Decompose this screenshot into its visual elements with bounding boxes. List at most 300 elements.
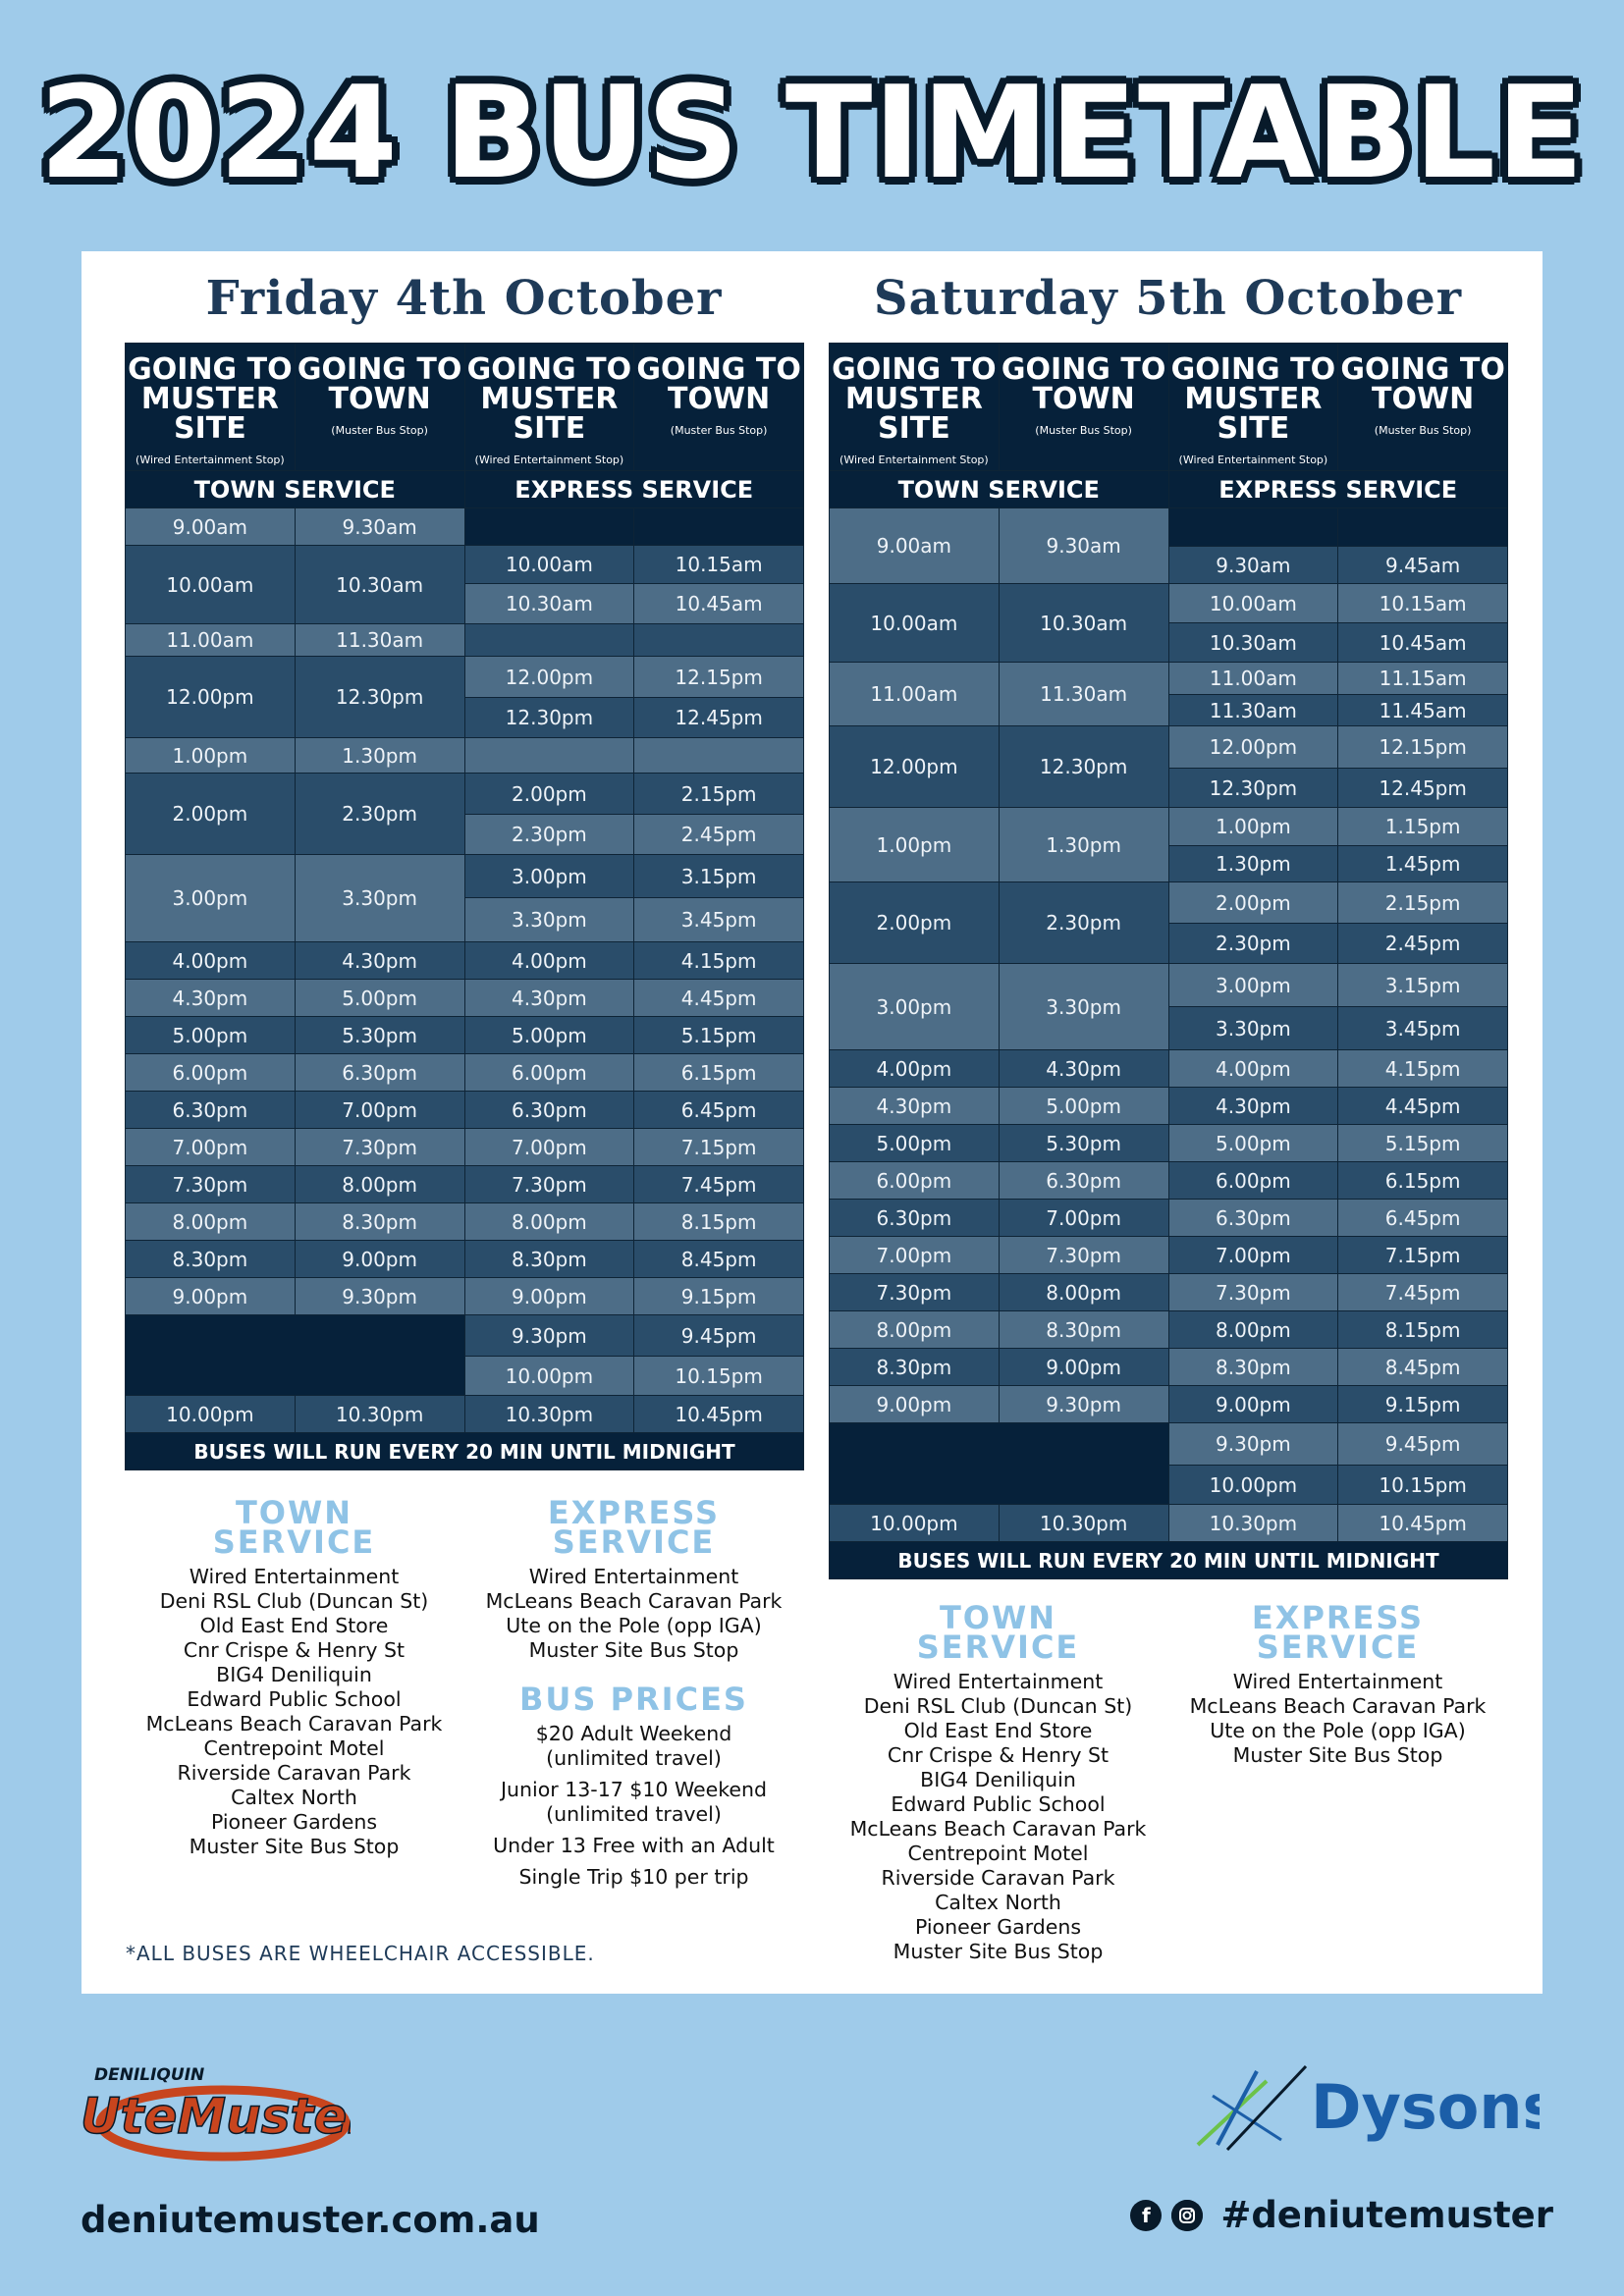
header-going-to-town bbox=[295, 344, 464, 471]
table-row bbox=[126, 508, 804, 546]
list-item: Wired Entertainment bbox=[893, 1670, 1104, 1693]
express-time-to-town: 9.45pm bbox=[634, 1315, 804, 1357]
town-service-label: TOWN SERVICE bbox=[830, 471, 1169, 508]
time-to-muster-site: 4.30pm bbox=[830, 1088, 1000, 1125]
saturday-timetable bbox=[829, 343, 1508, 1579]
no-service-block bbox=[830, 1423, 1169, 1505]
footer-frequency-note: BUSES WILL RUN EVERY 20 MIN UNTIL MIDNIGHT bbox=[830, 1542, 1508, 1579]
express-time-to-muster-site: 3.30pm bbox=[1168, 1007, 1338, 1050]
time-to-town: 9.30pm bbox=[999, 1386, 1168, 1423]
time-to-muster-site: 9.00am bbox=[830, 508, 1000, 584]
header-going-to-town bbox=[1338, 344, 1508, 471]
time-to-town: 4.30pm bbox=[295, 942, 464, 980]
express-time-to-town bbox=[634, 738, 804, 774]
list-item: McLeans Beach Caravan Park bbox=[1189, 1694, 1487, 1718]
social-row bbox=[1130, 2194, 1553, 2236]
list-item: BIG4 Deniliquin bbox=[920, 1768, 1076, 1791]
express-time-to-muster-site: 4.30pm bbox=[464, 980, 634, 1017]
express-time-to-muster-site: 1.30pm bbox=[1168, 846, 1338, 882]
header-label: GOING TO MUSTER SITE bbox=[128, 352, 293, 446]
list-item: Muster Site Bus Stop bbox=[189, 1835, 400, 1858]
ute-muster-logo bbox=[81, 2055, 351, 2167]
header-going-to-muster-site bbox=[126, 344, 296, 471]
express-time-to-muster-site: 7.00pm bbox=[1168, 1237, 1338, 1274]
express-time-to-town: 1.15pm bbox=[1338, 808, 1508, 846]
express-time-to-muster-site: 2.00pm bbox=[1168, 882, 1338, 924]
time-to-muster-site: 3.00pm bbox=[126, 855, 296, 942]
express-time-to-muster-site: 7.30pm bbox=[464, 1166, 634, 1203]
list-item: Edward Public School bbox=[187, 1687, 402, 1711]
footer-frequency-note: BUSES WILL RUN EVERY 20 MIN UNTIL MIDNIGHT bbox=[126, 1433, 804, 1470]
time-to-muster-site: 8.00pm bbox=[830, 1311, 1000, 1349]
time-to-muster-site: 4.30pm bbox=[126, 980, 296, 1017]
list-item: Riverside Caravan Park bbox=[177, 1761, 411, 1785]
table-row bbox=[830, 882, 1508, 924]
table-row bbox=[126, 1241, 804, 1278]
bus-prices-heading: BUS PRICES bbox=[519, 1681, 748, 1718]
table-row bbox=[126, 657, 804, 698]
header-going-to-muster-site bbox=[830, 344, 1000, 471]
express-time-to-muster-site bbox=[464, 738, 634, 774]
table-row bbox=[126, 855, 804, 898]
table-row bbox=[126, 1203, 804, 1241]
time-to-muster-site: 12.00pm bbox=[830, 726, 1000, 808]
express-time-to-town: 10.45am bbox=[1338, 623, 1508, 663]
hashtag: #deniutemuster bbox=[1220, 2194, 1553, 2236]
express-time-to-muster-site: 7.30pm bbox=[1168, 1274, 1338, 1311]
express-time-to-muster-site: 6.00pm bbox=[1168, 1162, 1338, 1200]
time-to-muster-site: 9.00pm bbox=[830, 1386, 1000, 1423]
ute-logo-top-text: DENILIQUIN bbox=[94, 2065, 205, 2085]
express-service-label: EXPRESS SERVICE bbox=[464, 471, 804, 508]
table-row bbox=[126, 1017, 804, 1054]
header-label: GOING TO TOWN bbox=[636, 352, 801, 416]
time-to-town: 2.30pm bbox=[999, 882, 1168, 964]
town-service-info-friday bbox=[125, 1494, 463, 1859]
express-time-to-town: 6.15pm bbox=[634, 1054, 804, 1092]
table-row bbox=[830, 1349, 1508, 1386]
time-to-town: 9.00pm bbox=[999, 1349, 1168, 1386]
list-item: Muster Site Bus Stop bbox=[528, 1638, 739, 1662]
table-row bbox=[830, 1274, 1508, 1311]
list-item: Wired Entertainment bbox=[189, 1565, 400, 1588]
table-row bbox=[126, 1315, 804, 1357]
table-row bbox=[126, 1092, 804, 1129]
express-time-to-town: 4.45pm bbox=[634, 980, 804, 1017]
time-to-muster-site: 11.00am bbox=[126, 624, 296, 657]
time-to-muster-site: 10.00am bbox=[830, 584, 1000, 663]
express-time-to-muster-site: 11.00am bbox=[1168, 663, 1338, 695]
express-time-to-town: 8.45pm bbox=[1338, 1349, 1508, 1386]
time-to-muster-site: 9.00am bbox=[126, 508, 296, 546]
express-time-to-muster-site: 5.00pm bbox=[1168, 1125, 1338, 1162]
table-row bbox=[830, 1386, 1508, 1423]
express-time-to-town: 10.15pm bbox=[1338, 1466, 1508, 1505]
express-time-to-town: 9.15pm bbox=[1338, 1386, 1508, 1423]
table-row bbox=[830, 1237, 1508, 1274]
time-to-muster-site: 10.00pm bbox=[126, 1396, 296, 1433]
time-to-muster-site: 4.00pm bbox=[126, 942, 296, 980]
express-service-stops bbox=[1168, 1670, 1507, 1768]
table-row bbox=[126, 624, 804, 657]
header-going-to-muster-site bbox=[464, 344, 634, 471]
time-to-town: 2.30pm bbox=[295, 774, 464, 855]
express-time-to-muster-site bbox=[464, 624, 634, 657]
express-time-to-town: 7.45pm bbox=[1338, 1274, 1508, 1311]
express-time-to-town: 2.45pm bbox=[1338, 924, 1508, 964]
list-item: Under 13 Free with an Adult bbox=[493, 1834, 775, 1857]
express-time-to-town: 6.45pm bbox=[634, 1092, 804, 1129]
list-item: BIG4 Deniliquin bbox=[216, 1663, 372, 1686]
town-service-heading: TOWN SERVICE bbox=[916, 1599, 1080, 1666]
header-going-to-town bbox=[999, 344, 1168, 471]
express-time-to-town: 2.15pm bbox=[634, 774, 804, 815]
table-row bbox=[126, 942, 804, 980]
express-time-to-muster-site: 8.30pm bbox=[1168, 1349, 1338, 1386]
time-to-muster-site: 11.00am bbox=[830, 663, 1000, 726]
list-item: Centrepoint Motel bbox=[907, 1842, 1089, 1865]
table-row bbox=[830, 1200, 1508, 1237]
express-time-to-town: 8.15pm bbox=[634, 1203, 804, 1241]
time-to-town: 8.30pm bbox=[295, 1203, 464, 1241]
table-row bbox=[126, 1278, 804, 1315]
table-row bbox=[126, 1054, 804, 1092]
time-to-town: 10.30am bbox=[999, 584, 1168, 663]
list-item: Wired Entertainment bbox=[1232, 1670, 1443, 1693]
time-to-muster-site: 10.00pm bbox=[830, 1505, 1000, 1542]
express-service-label: EXPRESS SERVICE bbox=[1168, 471, 1508, 508]
list-item: Riverside Caravan Park bbox=[881, 1866, 1115, 1890]
express-time-to-muster-site: 10.30am bbox=[1168, 623, 1338, 663]
express-time-to-muster-site: 8.00pm bbox=[464, 1203, 634, 1241]
express-time-to-town: 5.15pm bbox=[634, 1017, 804, 1054]
table-row bbox=[830, 1088, 1508, 1125]
express-time-to-muster-site: 4.00pm bbox=[1168, 1050, 1338, 1088]
header-stop-label: (Wired Entertainment Stop) bbox=[839, 454, 989, 466]
list-item: Pioneer Gardens bbox=[210, 1810, 378, 1834]
time-to-muster-site: 7.30pm bbox=[126, 1166, 296, 1203]
time-to-town: 10.30pm bbox=[295, 1396, 464, 1433]
header-going-to-muster-site bbox=[1168, 344, 1338, 471]
express-time-to-muster-site: 6.00pm bbox=[464, 1054, 634, 1092]
table-row bbox=[830, 584, 1508, 623]
express-time-to-muster-site: 4.30pm bbox=[1168, 1088, 1338, 1125]
express-time-to-muster-site: 10.00pm bbox=[1168, 1466, 1338, 1505]
time-to-muster-site: 6.00pm bbox=[126, 1054, 296, 1092]
express-time-to-muster-site: 7.00pm bbox=[464, 1129, 634, 1166]
list-item: Caltex North bbox=[231, 1786, 357, 1809]
time-to-muster-site: 4.00pm bbox=[830, 1050, 1000, 1088]
express-time-to-town: 12.15pm bbox=[634, 657, 804, 698]
time-to-town: 7.30pm bbox=[295, 1129, 464, 1166]
express-time-to-town: 6.45pm bbox=[1338, 1200, 1508, 1237]
express-time-to-town: 10.45am bbox=[634, 584, 804, 624]
table-row bbox=[830, 508, 1508, 547]
list-item: Centrepoint Motel bbox=[203, 1736, 385, 1760]
express-time-to-town bbox=[634, 508, 804, 546]
time-to-town: 8.00pm bbox=[999, 1274, 1168, 1311]
time-to-town: 12.30pm bbox=[295, 657, 464, 738]
table-row bbox=[126, 774, 804, 815]
header-label: GOING TO MUSTER SITE bbox=[1170, 352, 1336, 446]
website-link[interactable]: deniutemuster.com.au bbox=[81, 2199, 540, 2241]
express-time-to-town: 10.15am bbox=[1338, 584, 1508, 623]
express-time-to-muster-site: 10.30pm bbox=[1168, 1505, 1338, 1542]
table-row bbox=[830, 808, 1508, 846]
table-row bbox=[126, 980, 804, 1017]
express-time-to-muster-site: 8.00pm bbox=[1168, 1311, 1338, 1349]
time-to-town: 8.30pm bbox=[999, 1311, 1168, 1349]
time-to-town: 7.00pm bbox=[999, 1200, 1168, 1237]
time-to-muster-site: 8.30pm bbox=[126, 1241, 296, 1278]
express-time-to-muster-site: 12.30pm bbox=[1168, 769, 1338, 808]
time-to-muster-site: 2.00pm bbox=[830, 882, 1000, 964]
table-row bbox=[830, 1311, 1508, 1349]
instagram-icon[interactable] bbox=[1171, 2200, 1203, 2231]
saturday-title: Saturday 5th October bbox=[873, 271, 1463, 326]
list-item: Muster Site Bus Stop bbox=[1232, 1743, 1443, 1767]
express-time-to-muster-site bbox=[464, 508, 634, 546]
ute-logo-main-text: UteMuster bbox=[81, 2088, 351, 2145]
express-time-to-town: 7.15pm bbox=[1338, 1237, 1508, 1274]
time-to-town: 1.30pm bbox=[295, 738, 464, 774]
express-time-to-muster-site: 2.30pm bbox=[464, 815, 634, 855]
list-item: Wired Entertainment bbox=[528, 1565, 739, 1588]
express-time-to-muster-site: 12.00pm bbox=[464, 657, 634, 698]
friday-timetable bbox=[125, 343, 804, 1470]
time-to-town: 7.30pm bbox=[999, 1237, 1168, 1274]
express-time-to-muster-site: 10.00am bbox=[464, 546, 634, 584]
time-to-town: 9.00pm bbox=[295, 1241, 464, 1278]
express-time-to-town: 4.15pm bbox=[1338, 1050, 1508, 1088]
list-item: Junior 13-17 $10 Weekend (unlimited travel) bbox=[501, 1778, 767, 1826]
express-time-to-town: 3.45pm bbox=[1338, 1007, 1508, 1050]
express-time-to-town: 2.15pm bbox=[1338, 882, 1508, 924]
header-stop-label: (Muster Bus Stop) bbox=[670, 424, 768, 437]
page-title: 2024 BUS TIMETABLE bbox=[39, 58, 1585, 207]
time-to-town: 5.30pm bbox=[999, 1125, 1168, 1162]
time-to-town: 9.30pm bbox=[295, 1278, 464, 1315]
express-time-to-muster-site: 11.30am bbox=[1168, 695, 1338, 726]
header-stop-label: (Wired Entertainment Stop) bbox=[135, 454, 285, 466]
table-row bbox=[830, 1423, 1508, 1466]
table-row bbox=[126, 738, 804, 774]
express-service-heading: EXPRESS SERVICE bbox=[547, 1494, 721, 1561]
list-item: $20 Adult Weekend (unlimited travel) bbox=[535, 1722, 732, 1770]
express-time-to-muster-site: 8.30pm bbox=[464, 1241, 634, 1278]
time-to-town: 9.30am bbox=[999, 508, 1168, 584]
express-time-to-town: 10.15am bbox=[634, 546, 804, 584]
time-to-muster-site: 7.00pm bbox=[830, 1237, 1000, 1274]
express-time-to-town: 10.45pm bbox=[634, 1396, 804, 1433]
time-to-muster-site: 5.00pm bbox=[126, 1017, 296, 1054]
time-to-muster-site: 1.00pm bbox=[830, 808, 1000, 882]
time-to-muster-site: 7.30pm bbox=[830, 1274, 1000, 1311]
list-item: McLeans Beach Caravan Park bbox=[849, 1817, 1147, 1841]
list-item: Ute on the Pole (opp IGA) bbox=[506, 1614, 762, 1637]
town-service-info-saturday bbox=[829, 1599, 1167, 1964]
header-label: GOING TO TOWN bbox=[1340, 352, 1505, 416]
express-time-to-muster-site: 9.00pm bbox=[1168, 1386, 1338, 1423]
time-to-town: 1.30pm bbox=[999, 808, 1168, 882]
time-to-muster-site: 8.00pm bbox=[126, 1203, 296, 1241]
time-to-muster-site: 8.30pm bbox=[830, 1349, 1000, 1386]
express-time-to-town bbox=[634, 624, 804, 657]
time-to-muster-site: 9.00pm bbox=[126, 1278, 296, 1315]
express-service-info-saturday bbox=[1168, 1599, 1507, 1768]
express-time-to-town: 7.15pm bbox=[634, 1129, 804, 1166]
town-service-stops bbox=[829, 1670, 1167, 1964]
time-to-muster-site: 6.30pm bbox=[126, 1092, 296, 1129]
list-item: Edward Public School bbox=[891, 1792, 1106, 1816]
express-time-to-town: 3.15pm bbox=[1338, 964, 1508, 1007]
express-time-to-muster-site: 9.30pm bbox=[1168, 1423, 1338, 1466]
list-item: Old East End Store bbox=[199, 1614, 389, 1637]
express-time-to-town: 3.45pm bbox=[634, 898, 804, 942]
express-time-to-town: 1.45pm bbox=[1338, 846, 1508, 882]
time-to-town: 6.30pm bbox=[295, 1054, 464, 1092]
time-to-town: 8.00pm bbox=[295, 1166, 464, 1203]
time-to-muster-site: 7.00pm bbox=[126, 1129, 296, 1166]
time-to-town: 6.30pm bbox=[999, 1162, 1168, 1200]
express-time-to-town: 9.15pm bbox=[634, 1278, 804, 1315]
list-item: Ute on the Pole (opp IGA) bbox=[1210, 1719, 1466, 1742]
table-row bbox=[830, 1162, 1508, 1200]
time-to-town: 12.30pm bbox=[999, 726, 1168, 808]
header-stop-label: (Muster Bus Stop) bbox=[1374, 424, 1472, 437]
list-item: Deni RSL Club (Duncan St) bbox=[159, 1589, 429, 1613]
express-time-to-town: 7.45pm bbox=[634, 1166, 804, 1203]
no-service-block bbox=[126, 1315, 465, 1396]
list-item: Old East End Store bbox=[903, 1719, 1093, 1742]
time-to-muster-site: 3.00pm bbox=[830, 964, 1000, 1050]
header-label: GOING TO MUSTER SITE bbox=[466, 352, 632, 446]
table-row bbox=[830, 1050, 1508, 1088]
time-to-town: 5.00pm bbox=[295, 980, 464, 1017]
time-to-town: 7.00pm bbox=[295, 1092, 464, 1129]
table-row bbox=[830, 726, 1508, 769]
express-time-to-muster-site: 2.30pm bbox=[1168, 924, 1338, 964]
time-to-town: 9.30am bbox=[295, 508, 464, 546]
express-time-to-muster-site: 6.30pm bbox=[464, 1092, 634, 1129]
express-time-to-town bbox=[1338, 508, 1508, 547]
express-time-to-muster-site: 5.00pm bbox=[464, 1017, 634, 1054]
express-time-to-muster-site: 10.30am bbox=[464, 584, 634, 624]
time-to-town: 4.30pm bbox=[999, 1050, 1168, 1088]
table-row bbox=[830, 663, 1508, 695]
express-time-to-town: 5.15pm bbox=[1338, 1125, 1508, 1162]
time-to-muster-site: 10.00am bbox=[126, 546, 296, 624]
express-time-to-town: 9.45am bbox=[1338, 547, 1508, 584]
friday-title: Friday 4th October bbox=[205, 271, 723, 326]
time-to-muster-site: 6.00pm bbox=[830, 1162, 1000, 1200]
dysons-logo-text: Dysons bbox=[1311, 2071, 1540, 2143]
express-service-info-friday bbox=[464, 1494, 803, 1896]
express-time-to-town: 10.15pm bbox=[634, 1357, 804, 1396]
header-label: GOING TO TOWN bbox=[1001, 352, 1166, 416]
express-time-to-town: 9.45pm bbox=[1338, 1423, 1508, 1466]
express-time-to-muster-site: 3.00pm bbox=[1168, 964, 1338, 1007]
table-row bbox=[126, 1129, 804, 1166]
express-time-to-town: 12.45pm bbox=[634, 698, 804, 738]
express-time-to-town: 3.15pm bbox=[634, 855, 804, 898]
list-item: Caltex North bbox=[935, 1891, 1061, 1914]
list-item: Muster Site Bus Stop bbox=[893, 1940, 1104, 1963]
express-time-to-town: 8.15pm bbox=[1338, 1311, 1508, 1349]
list-item: Pioneer Gardens bbox=[914, 1915, 1082, 1939]
dysons-logo bbox=[1188, 2052, 1540, 2164]
express-time-to-town: 8.45pm bbox=[634, 1241, 804, 1278]
express-time-to-muster-site: 6.30pm bbox=[1168, 1200, 1338, 1237]
table-row bbox=[126, 1396, 804, 1433]
express-time-to-town: 2.45pm bbox=[634, 815, 804, 855]
list-item: Deni RSL Club (Duncan St) bbox=[863, 1694, 1133, 1718]
header-going-to-town bbox=[634, 344, 804, 471]
express-time-to-muster-site: 12.00pm bbox=[1168, 726, 1338, 769]
table-row bbox=[126, 1166, 804, 1203]
express-time-to-town: 11.45am bbox=[1338, 695, 1508, 726]
express-time-to-muster-site: 9.30pm bbox=[464, 1315, 634, 1357]
town-service-label: TOWN SERVICE bbox=[126, 471, 465, 508]
header-label: GOING TO TOWN bbox=[297, 352, 462, 416]
town-service-heading: TOWN SERVICE bbox=[212, 1494, 376, 1561]
time-to-muster-site: 12.00pm bbox=[126, 657, 296, 738]
express-time-to-muster-site: 2.00pm bbox=[464, 774, 634, 815]
time-to-muster-site: 1.00pm bbox=[126, 738, 296, 774]
express-time-to-muster-site: 9.30am bbox=[1168, 547, 1338, 584]
table-row bbox=[126, 546, 804, 584]
express-service-stops bbox=[464, 1565, 803, 1663]
time-to-town: 10.30am bbox=[295, 546, 464, 624]
list-item: Cnr Crispe & Henry St bbox=[183, 1638, 406, 1662]
express-time-to-town: 12.15pm bbox=[1338, 726, 1508, 769]
header-stop-label: (Muster Bus Stop) bbox=[1035, 424, 1132, 437]
time-to-town: 10.30pm bbox=[999, 1505, 1168, 1542]
list-item: Single Trip $10 per trip bbox=[518, 1865, 749, 1889]
time-to-town: 5.00pm bbox=[999, 1088, 1168, 1125]
express-service-heading: EXPRESS SERVICE bbox=[1251, 1599, 1425, 1666]
table-row bbox=[830, 964, 1508, 1007]
time-to-muster-site: 6.30pm bbox=[830, 1200, 1000, 1237]
bus-prices-list bbox=[464, 1722, 803, 1890]
town-service-stops bbox=[125, 1565, 463, 1859]
express-time-to-town: 10.45pm bbox=[1338, 1505, 1508, 1542]
time-to-town: 3.30pm bbox=[295, 855, 464, 942]
express-time-to-muster-site: 4.00pm bbox=[464, 942, 634, 980]
header-label: GOING TO MUSTER SITE bbox=[832, 352, 997, 446]
express-time-to-muster-site: 10.00am bbox=[1168, 584, 1338, 623]
express-time-to-town: 4.15pm bbox=[634, 942, 804, 980]
express-time-to-muster-site: 9.00pm bbox=[464, 1278, 634, 1315]
wheelchair-note: *ALL BUSES ARE WHEELCHAIR ACCESSIBLE. bbox=[126, 1942, 595, 1965]
timetable-panel bbox=[81, 251, 1543, 1994]
time-to-muster-site: 2.00pm bbox=[126, 774, 296, 855]
facebook-icon[interactable]: f bbox=[1130, 2200, 1162, 2231]
express-time-to-town: 11.15am bbox=[1338, 663, 1508, 695]
table-row bbox=[830, 1125, 1508, 1162]
time-to-town: 11.30am bbox=[999, 663, 1168, 726]
express-time-to-muster-site: 10.30pm bbox=[464, 1396, 634, 1433]
list-item: McLeans Beach Caravan Park bbox=[145, 1712, 443, 1735]
express-time-to-town: 4.45pm bbox=[1338, 1088, 1508, 1125]
time-to-town: 11.30am bbox=[295, 624, 464, 657]
express-time-to-muster-site: 12.30pm bbox=[464, 698, 634, 738]
header-stop-label: (Muster Bus Stop) bbox=[331, 424, 428, 437]
express-time-to-muster-site bbox=[1168, 508, 1338, 547]
express-time-to-muster-site: 3.30pm bbox=[464, 898, 634, 942]
list-item: Cnr Crispe & Henry St bbox=[887, 1743, 1110, 1767]
express-time-to-muster-site: 3.00pm bbox=[464, 855, 634, 898]
